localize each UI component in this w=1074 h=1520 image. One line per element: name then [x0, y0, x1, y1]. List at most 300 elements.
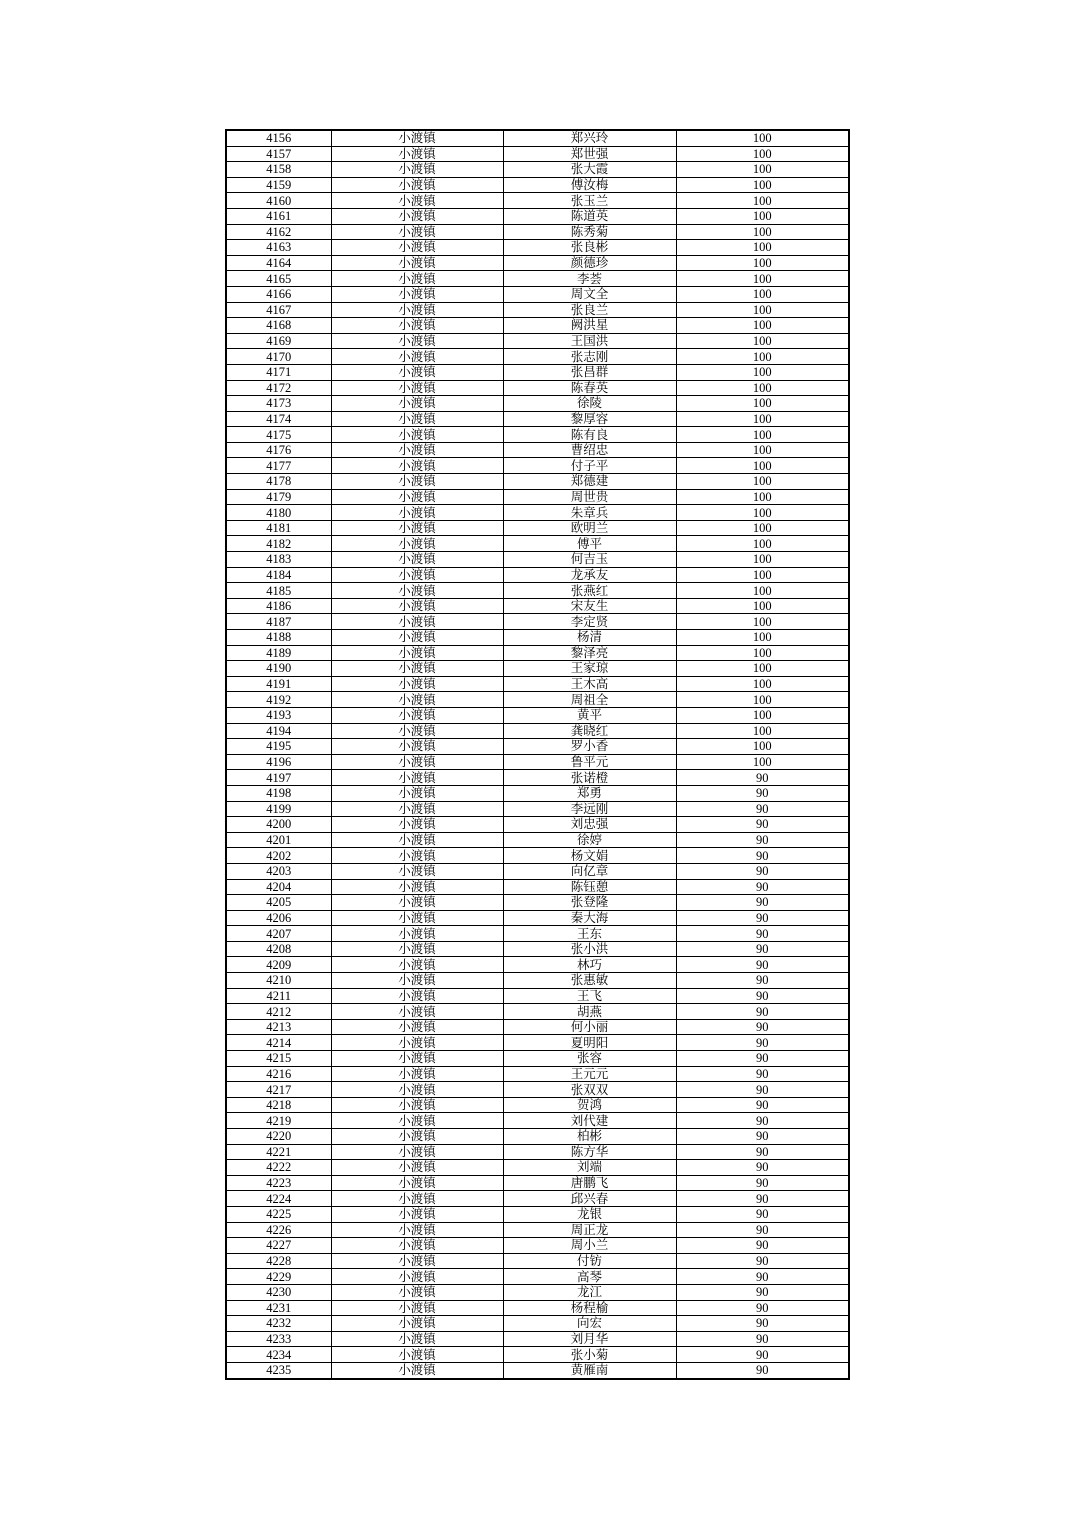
table-row [226, 973, 849, 989]
town-cell: 小渡镇 [331, 1113, 503, 1129]
serial-number-cell: 4229 [226, 1269, 331, 1285]
amount-cell: 90 [676, 1331, 849, 1347]
amount-cell: 100 [676, 224, 849, 240]
amount-cell: 90 [676, 832, 849, 848]
table-row [226, 630, 849, 646]
table-row [226, 130, 849, 146]
name-cell: 徐陵 [503, 396, 676, 412]
town-cell: 小渡镇 [331, 1051, 503, 1067]
serial-number-cell: 4182 [226, 536, 331, 552]
name-cell: 刘端 [503, 1160, 676, 1176]
table-row [226, 739, 849, 755]
town-cell: 小渡镇 [331, 661, 503, 677]
table-row [226, 661, 849, 677]
serial-number-cell: 4158 [226, 162, 331, 178]
name-cell: 宋友生 [503, 598, 676, 614]
table-row [226, 536, 849, 552]
amount-cell: 90 [676, 1160, 849, 1176]
town-cell: 小渡镇 [331, 380, 503, 396]
table-row [226, 583, 849, 599]
serial-number-cell: 4208 [226, 941, 331, 957]
town-cell: 小渡镇 [331, 536, 503, 552]
name-cell: 李荟 [503, 271, 676, 287]
table-row [226, 676, 849, 692]
amount-cell: 90 [676, 1284, 849, 1300]
name-cell: 郑兴玲 [503, 130, 676, 146]
town-cell: 小渡镇 [331, 614, 503, 630]
table-row [226, 364, 849, 380]
name-cell: 高琴 [503, 1269, 676, 1285]
serial-number-cell: 4168 [226, 318, 331, 334]
table-row [226, 302, 849, 318]
serial-number-cell: 4187 [226, 614, 331, 630]
table-row [226, 707, 849, 723]
town-cell: 小渡镇 [331, 1347, 503, 1363]
name-cell: 付子平 [503, 458, 676, 474]
town-cell: 小渡镇 [331, 598, 503, 614]
serial-number-cell: 4165 [226, 271, 331, 287]
town-cell: 小渡镇 [331, 1222, 503, 1238]
name-cell: 罗小香 [503, 739, 676, 755]
amount-cell: 90 [676, 1347, 849, 1363]
amount-cell: 100 [676, 193, 849, 209]
serial-number-cell: 4209 [226, 957, 331, 973]
name-cell: 曹绍忠 [503, 442, 676, 458]
serial-number-cell: 4202 [226, 848, 331, 864]
table-row [226, 255, 849, 271]
serial-number-cell: 4180 [226, 505, 331, 521]
name-cell: 欧明兰 [503, 520, 676, 536]
town-cell: 小渡镇 [331, 1066, 503, 1082]
table-row [226, 1269, 849, 1285]
serial-number-cell: 4163 [226, 240, 331, 256]
name-cell: 傅汝梅 [503, 177, 676, 193]
town-cell: 小渡镇 [331, 1238, 503, 1254]
table-row [226, 770, 849, 786]
serial-number-cell: 4169 [226, 333, 331, 349]
serial-number-cell: 4193 [226, 707, 331, 723]
name-cell: 张良兰 [503, 302, 676, 318]
table-row [226, 177, 849, 193]
town-cell: 小渡镇 [331, 676, 503, 692]
town-cell: 小渡镇 [331, 739, 503, 755]
town-cell: 小渡镇 [331, 988, 503, 1004]
name-cell: 张玉兰 [503, 193, 676, 209]
town-cell: 小渡镇 [331, 1004, 503, 1020]
table-row [226, 411, 849, 427]
amount-cell: 100 [676, 427, 849, 443]
town-cell: 小渡镇 [331, 895, 503, 911]
table-row [226, 1082, 849, 1098]
serial-number-cell: 4215 [226, 1051, 331, 1067]
serial-number-cell: 4179 [226, 489, 331, 505]
table-row [226, 1051, 849, 1067]
table-row [226, 957, 849, 973]
name-cell: 龙银 [503, 1206, 676, 1222]
amount-cell: 100 [676, 271, 849, 287]
table-row [226, 1004, 849, 1020]
table-row [226, 863, 849, 879]
table-row [226, 396, 849, 412]
name-cell: 颜德珍 [503, 255, 676, 271]
table-row [226, 380, 849, 396]
serial-number-cell: 4226 [226, 1222, 331, 1238]
amount-cell: 100 [676, 286, 849, 302]
table-row [226, 879, 849, 895]
name-cell: 贺鸿 [503, 1097, 676, 1113]
serial-number-cell: 4199 [226, 801, 331, 817]
town-cell: 小渡镇 [331, 302, 503, 318]
amount-cell: 90 [676, 1144, 849, 1160]
amount-cell: 100 [676, 396, 849, 412]
name-cell: 阙洪星 [503, 318, 676, 334]
serial-number-cell: 4225 [226, 1206, 331, 1222]
name-cell: 何吉玉 [503, 552, 676, 568]
name-cell: 张昌群 [503, 364, 676, 380]
name-cell: 张登隆 [503, 895, 676, 911]
table-row [226, 832, 849, 848]
name-cell: 龙江 [503, 1284, 676, 1300]
serial-number-cell: 4197 [226, 770, 331, 786]
table-row [226, 489, 849, 505]
serial-number-cell: 4190 [226, 661, 331, 677]
serial-number-cell: 4156 [226, 130, 331, 146]
table-row [226, 723, 849, 739]
serial-number-cell: 4211 [226, 988, 331, 1004]
serial-number-cell: 4217 [226, 1082, 331, 1098]
town-cell: 小渡镇 [331, 973, 503, 989]
name-cell: 胡燕 [503, 1004, 676, 1020]
serial-number-cell: 4216 [226, 1066, 331, 1082]
amount-cell: 100 [676, 240, 849, 256]
name-cell: 王国洪 [503, 333, 676, 349]
serial-number-cell: 4196 [226, 754, 331, 770]
table-row [226, 567, 849, 583]
table-row [226, 474, 849, 490]
table-row [226, 1284, 849, 1300]
name-cell: 林巧 [503, 957, 676, 973]
amount-cell: 90 [676, 879, 849, 895]
table-row [226, 1362, 849, 1378]
serial-number-cell: 4159 [226, 177, 331, 193]
name-cell: 张容 [503, 1051, 676, 1067]
town-cell: 小渡镇 [331, 957, 503, 973]
name-cell: 王东 [503, 926, 676, 942]
amount-cell: 90 [676, 1113, 849, 1129]
serial-number-cell: 4228 [226, 1253, 331, 1269]
table-row [226, 1347, 849, 1363]
amount-cell: 90 [676, 973, 849, 989]
serial-number-cell: 4167 [226, 302, 331, 318]
serial-number-cell: 4203 [226, 863, 331, 879]
town-cell: 小渡镇 [331, 817, 503, 833]
table-row [226, 286, 849, 302]
town-cell: 小渡镇 [331, 1019, 503, 1035]
table-row [226, 240, 849, 256]
name-cell: 周世贵 [503, 489, 676, 505]
table-row [226, 754, 849, 770]
name-cell: 陈方华 [503, 1144, 676, 1160]
table-row [226, 785, 849, 801]
table-row [226, 1191, 849, 1207]
amount-cell: 100 [676, 177, 849, 193]
town-cell: 小渡镇 [331, 707, 503, 723]
table-row [226, 1160, 849, 1176]
name-cell: 周文全 [503, 286, 676, 302]
amount-cell: 100 [676, 474, 849, 490]
amount-cell: 90 [676, 1300, 849, 1316]
town-cell: 小渡镇 [331, 1316, 503, 1332]
table-row [226, 162, 849, 178]
amount-cell: 100 [676, 318, 849, 334]
amount-cell: 90 [676, 848, 849, 864]
table-row [226, 552, 849, 568]
table-row [226, 1175, 849, 1191]
name-cell: 张惠敏 [503, 973, 676, 989]
name-cell: 黄雁南 [503, 1362, 676, 1378]
serial-number-cell: 4204 [226, 879, 331, 895]
town-cell: 小渡镇 [331, 848, 503, 864]
table-row [226, 910, 849, 926]
table-row [226, 208, 849, 224]
town-cell: 小渡镇 [331, 1362, 503, 1378]
table-row [226, 1144, 849, 1160]
table-row [226, 801, 849, 817]
town-cell: 小渡镇 [331, 941, 503, 957]
town-cell: 小渡镇 [331, 630, 503, 646]
name-cell: 刘忠强 [503, 817, 676, 833]
town-cell: 小渡镇 [331, 1284, 503, 1300]
town-cell: 小渡镇 [331, 1331, 503, 1347]
amount-cell: 100 [676, 676, 849, 692]
amount-cell: 100 [676, 567, 849, 583]
name-cell: 陈道英 [503, 208, 676, 224]
amount-cell: 100 [676, 364, 849, 380]
table-row [226, 349, 849, 365]
amount-cell: 100 [676, 598, 849, 614]
serial-number-cell: 4214 [226, 1035, 331, 1051]
town-cell: 小渡镇 [331, 333, 503, 349]
serial-number-cell: 4213 [226, 1019, 331, 1035]
name-cell: 张志刚 [503, 349, 676, 365]
town-cell: 小渡镇 [331, 224, 503, 240]
name-cell: 周祖全 [503, 692, 676, 708]
serial-number-cell: 4212 [226, 1004, 331, 1020]
amount-cell: 90 [676, 1269, 849, 1285]
amount-cell: 100 [676, 458, 849, 474]
town-cell: 小渡镇 [331, 442, 503, 458]
town-cell: 小渡镇 [331, 583, 503, 599]
amount-cell: 100 [676, 520, 849, 536]
serial-number-cell: 4210 [226, 973, 331, 989]
table-row [226, 146, 849, 162]
town-cell: 小渡镇 [331, 240, 503, 256]
table-row [226, 1129, 849, 1145]
amount-cell: 100 [676, 692, 849, 708]
table-row [226, 271, 849, 287]
table-row [226, 1097, 849, 1113]
serial-number-cell: 4178 [226, 474, 331, 490]
serial-number-cell: 4205 [226, 895, 331, 911]
town-cell: 小渡镇 [331, 1082, 503, 1098]
name-cell: 陈秀菊 [503, 224, 676, 240]
serial-number-cell: 4174 [226, 411, 331, 427]
amount-cell: 100 [676, 302, 849, 318]
serial-number-cell: 4233 [226, 1331, 331, 1347]
table-row [226, 1113, 849, 1129]
serial-number-cell: 4195 [226, 739, 331, 755]
name-cell: 陈春英 [503, 380, 676, 396]
amount-cell: 90 [676, 1004, 849, 1020]
amount-cell: 100 [676, 630, 849, 646]
amount-cell: 100 [676, 661, 849, 677]
serial-number-cell: 4188 [226, 630, 331, 646]
amount-cell: 90 [676, 1035, 849, 1051]
amount-cell: 100 [676, 707, 849, 723]
table-row [226, 1019, 849, 1035]
town-cell: 小渡镇 [331, 349, 503, 365]
town-cell: 小渡镇 [331, 286, 503, 302]
town-cell: 小渡镇 [331, 785, 503, 801]
serial-number-cell: 4220 [226, 1129, 331, 1145]
serial-number-cell: 4222 [226, 1160, 331, 1176]
serial-number-cell: 4207 [226, 926, 331, 942]
town-cell: 小渡镇 [331, 1206, 503, 1222]
serial-number-cell: 4194 [226, 723, 331, 739]
name-cell: 王飞 [503, 988, 676, 1004]
name-cell: 王元元 [503, 1066, 676, 1082]
amount-cell: 100 [676, 536, 849, 552]
town-cell: 小渡镇 [331, 1160, 503, 1176]
name-cell: 夏明阳 [503, 1035, 676, 1051]
table-row [226, 848, 849, 864]
serial-number-cell: 4200 [226, 817, 331, 833]
serial-number-cell: 4218 [226, 1097, 331, 1113]
town-cell: 小渡镇 [331, 754, 503, 770]
name-cell: 徐婷 [503, 832, 676, 848]
serial-number-cell: 4186 [226, 598, 331, 614]
name-cell: 周小兰 [503, 1238, 676, 1254]
serial-number-cell: 4234 [226, 1347, 331, 1363]
amount-cell: 100 [676, 489, 849, 505]
serial-number-cell: 4189 [226, 645, 331, 661]
town-cell: 小渡镇 [331, 879, 503, 895]
table-row [226, 1331, 849, 1347]
amount-cell: 100 [676, 130, 849, 146]
name-cell: 陈有良 [503, 427, 676, 443]
name-cell: 陈钰憩 [503, 879, 676, 895]
roster-table-body [226, 130, 849, 1379]
town-cell: 小渡镇 [331, 723, 503, 739]
serial-number-cell: 4160 [226, 193, 331, 209]
table-row [226, 645, 849, 661]
serial-number-cell: 4224 [226, 1191, 331, 1207]
amount-cell: 90 [676, 1082, 849, 1098]
town-cell: 小渡镇 [331, 1253, 503, 1269]
town-cell: 小渡镇 [331, 396, 503, 412]
amount-cell: 90 [676, 817, 849, 833]
serial-number-cell: 4184 [226, 567, 331, 583]
amount-cell: 100 [676, 739, 849, 755]
serial-number-cell: 4157 [226, 146, 331, 162]
town-cell: 小渡镇 [331, 255, 503, 271]
amount-cell: 90 [676, 1051, 849, 1067]
name-cell: 向宏 [503, 1316, 676, 1332]
name-cell: 张燕红 [503, 583, 676, 599]
amount-cell: 90 [676, 770, 849, 786]
town-cell: 小渡镇 [331, 770, 503, 786]
name-cell: 王家琼 [503, 661, 676, 677]
town-cell: 小渡镇 [331, 505, 503, 521]
serial-number-cell: 4183 [226, 552, 331, 568]
amount-cell: 100 [676, 614, 849, 630]
name-cell: 杨清 [503, 630, 676, 646]
serial-number-cell: 4166 [226, 286, 331, 302]
town-cell: 小渡镇 [331, 193, 503, 209]
name-cell: 李远刚 [503, 801, 676, 817]
town-cell: 小渡镇 [331, 567, 503, 583]
town-cell: 小渡镇 [331, 520, 503, 536]
table-row [226, 1316, 849, 1332]
name-cell: 张双双 [503, 1082, 676, 1098]
table-row [226, 817, 849, 833]
amount-cell: 100 [676, 442, 849, 458]
amount-cell: 100 [676, 754, 849, 770]
amount-cell: 90 [676, 1191, 849, 1207]
serial-number-cell: 4173 [226, 396, 331, 412]
amount-cell: 90 [676, 1097, 849, 1113]
name-cell: 杨程榆 [503, 1300, 676, 1316]
table-row [226, 318, 849, 334]
serial-number-cell: 4235 [226, 1362, 331, 1378]
table-row [226, 427, 849, 443]
amount-cell: 100 [676, 146, 849, 162]
amount-cell: 100 [676, 208, 849, 224]
amount-cell: 90 [676, 1253, 849, 1269]
table-row [226, 1253, 849, 1269]
town-cell: 小渡镇 [331, 1129, 503, 1145]
table-row [226, 941, 849, 957]
town-cell: 小渡镇 [331, 1144, 503, 1160]
amount-cell: 100 [676, 333, 849, 349]
serial-number-cell: 4223 [226, 1175, 331, 1191]
town-cell: 小渡镇 [331, 271, 503, 287]
amount-cell: 90 [676, 1238, 849, 1254]
amount-cell: 90 [676, 1316, 849, 1332]
name-cell: 周正龙 [503, 1222, 676, 1238]
name-cell: 黄平 [503, 707, 676, 723]
amount-cell: 100 [676, 552, 849, 568]
town-cell: 小渡镇 [331, 458, 503, 474]
town-cell: 小渡镇 [331, 130, 503, 146]
serial-number-cell: 4171 [226, 364, 331, 380]
town-cell: 小渡镇 [331, 364, 503, 380]
table-row [226, 1066, 849, 1082]
town-cell: 小渡镇 [331, 832, 503, 848]
serial-number-cell: 4221 [226, 1144, 331, 1160]
name-cell: 李定贤 [503, 614, 676, 630]
town-cell: 小渡镇 [331, 863, 503, 879]
amount-cell: 100 [676, 583, 849, 599]
serial-number-cell: 4219 [226, 1113, 331, 1129]
town-cell: 小渡镇 [331, 1097, 503, 1113]
table-row [226, 193, 849, 209]
amount-cell: 90 [676, 988, 849, 1004]
amount-cell: 90 [676, 1019, 849, 1035]
table-row [226, 692, 849, 708]
name-cell: 龙承友 [503, 567, 676, 583]
name-cell: 张良彬 [503, 240, 676, 256]
